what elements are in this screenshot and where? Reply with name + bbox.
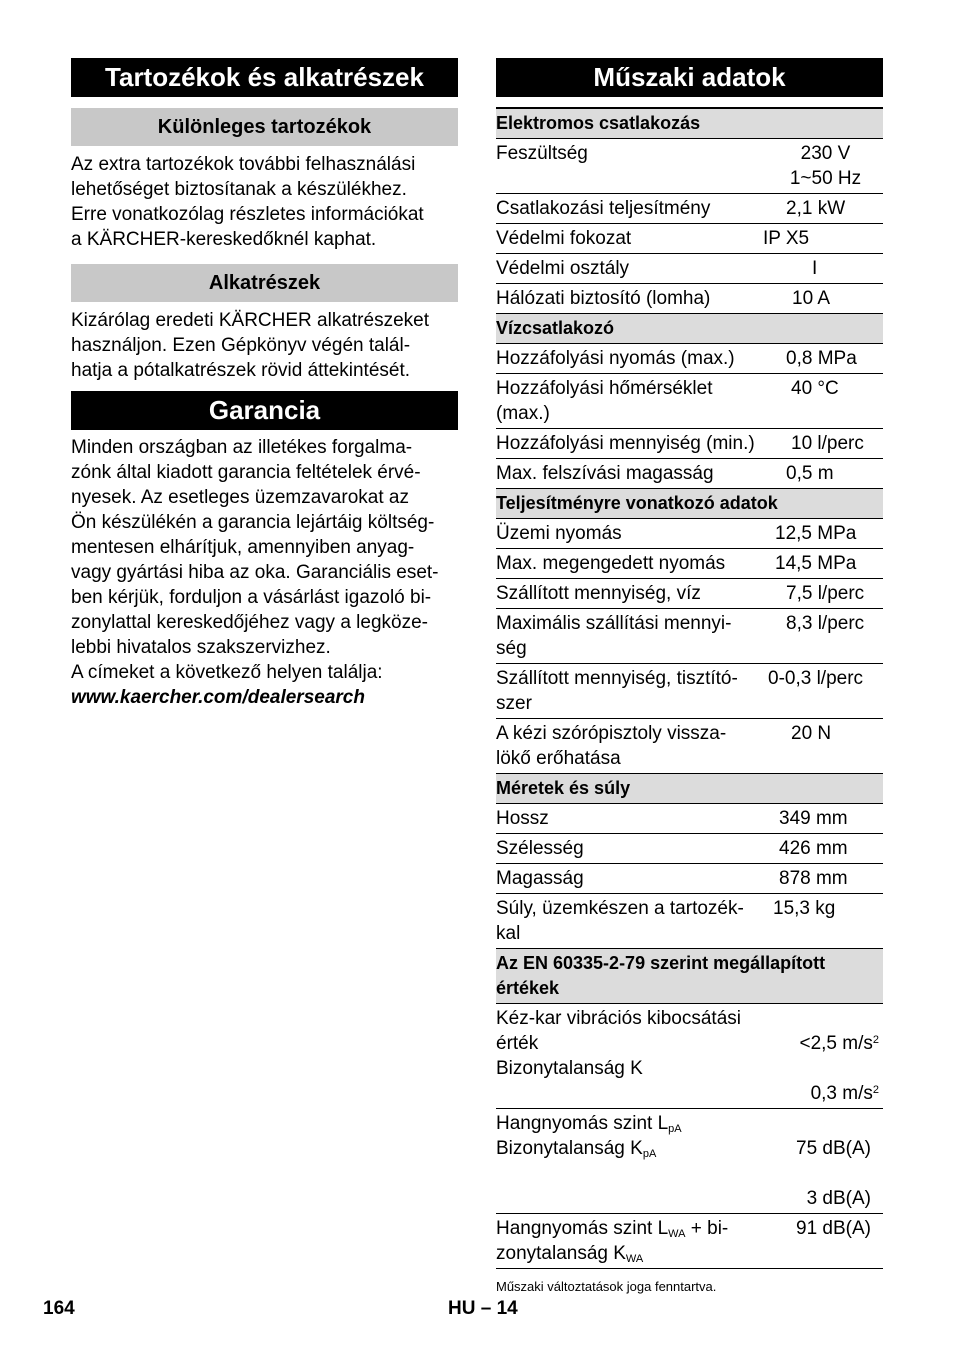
table-row: Hossz 349 mm — [496, 804, 883, 834]
section-dimensions: Méretek és súly — [496, 774, 883, 804]
table-row: Szállított mennyiség, tisztító- szer 0-0,3 l/perc — [496, 664, 883, 719]
section-electrical: Elektromos csatlakozás — [496, 109, 883, 139]
table-row: A kézi szórópisztoly vissza- lökő erőhatása 20 N — [496, 719, 883, 774]
table-row: Kéz-kar vibrációs kibocsátási érték Bizonytalanság K <2,5 $m/s^2$ 0,3 $m/s^2$ — [496, 1004, 883, 1109]
accessories-title: Tartozékok és alkatrészek — [71, 58, 458, 97]
spare-parts-heading: Alkatrészek — [71, 264, 458, 302]
language-page-label: HU – 14 — [448, 1298, 518, 1319]
section-en-values: Az EN 60335-2-79 szerint megállapított értékek — [496, 949, 883, 1004]
spec-table — [496, 107, 883, 1269]
table-row: Hozzáfolyási mennyiség (min.) 10 l/perc — [496, 429, 883, 459]
table-row: Magasság 878 mm — [496, 864, 883, 894]
technical-data-title: Műszaki adatok — [496, 58, 883, 97]
technical-changes-note: Műszaki változtatások joga fenntartva. — [496, 1279, 717, 1294]
warranty-text: Minden országban az illetékes forgalma- zónk által kiadott garancia feltételek érvé- nyesek. Az esetleges üzemzavarokat az Ön készülékén a garancia lejártáig költség- mentesen elhárítjuk, amennyiben anyag- vagy gyártási hiba az oka. Garanciális eset- ben kérjük, forduljon a vásárlást igazoló bi- zonylattal kereskedőjéhez vagy a legköze- lebbi hivatalos szakszervizhez. A címeket a következő helyen találja: www.kaercher.com/dealersearch — [71, 435, 458, 710]
right-column — [496, 58, 883, 1294]
table-row: Védelmi osztály I — [496, 254, 883, 284]
warranty-title: Garancia — [71, 391, 458, 430]
table-row: Csatlakozási teljesítmény 2,1 kW — [496, 194, 883, 224]
spare-parts-text: Kizárólag eredeti KÄRCHER alkatrészeket használjon. Ezen Gépkönyv végén talál- hatja a pótalkatrészek rövid áttekintését. — [71, 310, 429, 381]
section-performance: Teljesítményre vonatkozó adatok — [496, 489, 883, 519]
table-row: Max. felszívási magasság 0,5 m — [496, 459, 883, 489]
table-row: Hozzáfolyási nyomás (max.) 0,8 MPa — [496, 344, 883, 374]
table-row: Feszültség 230 V 1~50 Hz — [496, 139, 883, 194]
table-row: Hozzáfolyási hőmérséklet (max.) 40 °C — [496, 374, 883, 429]
table-row: Maximális szállítási mennyi- ség 8,3 l/perc — [496, 609, 883, 664]
left-column — [71, 58, 458, 710]
table-row: Súly, üzemkészen a tartozék- kal 15,3 kg — [496, 894, 883, 949]
table-row: Védelmi fokozat IP X5 — [496, 224, 883, 254]
dealer-search-link[interactable]: www.kaercher.com/dealersearch — [71, 687, 365, 708]
special-accessories-text: Az extra tartozékok további felhasználási lehetőséget biztosítanak a készülékhez. Erre vonatkozólag részletes információkat a KÄRCHER-kereskedőknél kaphat. — [71, 154, 424, 250]
table-row: Hangnyomás szint $L_{pA}$ Bizonytalanság $K_{pA}$ 75 dB(A) 3 dB(A) — [496, 1109, 883, 1214]
table-row: Hálózati biztosító (lomha) 10 A — [496, 284, 883, 314]
table-row: Üzemi nyomás 12,5 MPa — [496, 519, 883, 549]
table-row: Szélesség 426 mm — [496, 834, 883, 864]
table-row: Szállított mennyiség, víz 7,5 l/perc — [496, 579, 883, 609]
special-accessories-heading: Különleges tartozékok — [71, 108, 458, 146]
table-row: Hangnyomás szint $L_{WA} + bi-$ zonytalanság $K_{WA}$ 91 dB(A) — [496, 1214, 883, 1269]
page-number: 164 — [43, 1298, 75, 1319]
section-water: Vízcsatlakozó — [496, 314, 883, 344]
table-row: Max. megengedett nyomás 14,5 MPa — [496, 549, 883, 579]
